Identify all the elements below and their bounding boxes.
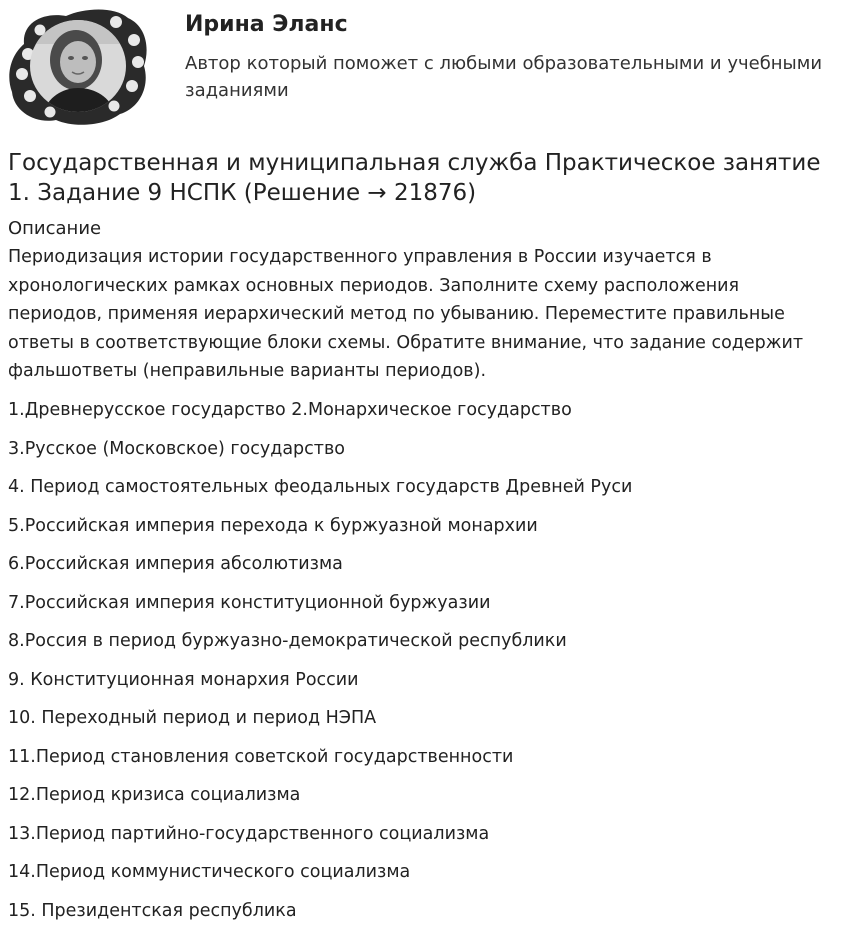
list-item: 5.Российская империя перехода к буржуазной монархии <box>8 515 538 536</box>
list-item: 13.Период партийно-государственного социализма <box>8 823 490 844</box>
list-item: 7.Российская империя конституционной буржуазии <box>8 592 491 613</box>
list-item: 11.Период становления советской государственности <box>8 746 514 767</box>
list-item: 6.Российская империя абсолютизма <box>8 554 343 574</box>
list-item: 8.Россия в период буржуазно-демократической республики <box>8 631 567 651</box>
author-name[interactable]: Ирина Эланс <box>185 12 348 37</box>
description-text: Периодизация истории государственного управления в России изучается в хронологических рамках основных периодов. Заполните схему расположения периодов, применяя иерархический метод по убыванию. Переместите правильные ответы в соответствующие блоки схемы. Обратите внимание, что задание содержит фальшответы (неправильные варианты периодов). <box>8 247 804 382</box>
description-label: Описание <box>8 218 102 239</box>
author-avatar[interactable] <box>4 4 152 128</box>
list-item: 10. Переходный период и период НЭПА <box>8 708 377 728</box>
list-item: 1.Древнерусское государство 2.Монархическое государство <box>8 400 572 420</box>
list-item: 12.Период кризиса социализма <box>8 785 301 805</box>
period-list <box>8 396 838 935</box>
list-item: 4. Период самостоятельных феодальных государств Древней Руси <box>8 477 633 497</box>
author-description: Автор который поможет с любыми образовательными и учебными заданиями <box>185 53 823 101</box>
page-title: Государственная и муниципальная служба Практическое занятие 1. Задание 9 НСПК (Решение → 21876) <box>8 150 821 206</box>
list-item: 15. Президентская республика <box>8 900 297 921</box>
author-card <box>0 0 847 135</box>
list-item: 14.Период коммунистического социализма <box>8 862 411 882</box>
list-item: 9. Конституционная монархия России <box>8 669 359 690</box>
list-item: 3.Русское (Московское) государство <box>8 438 346 459</box>
